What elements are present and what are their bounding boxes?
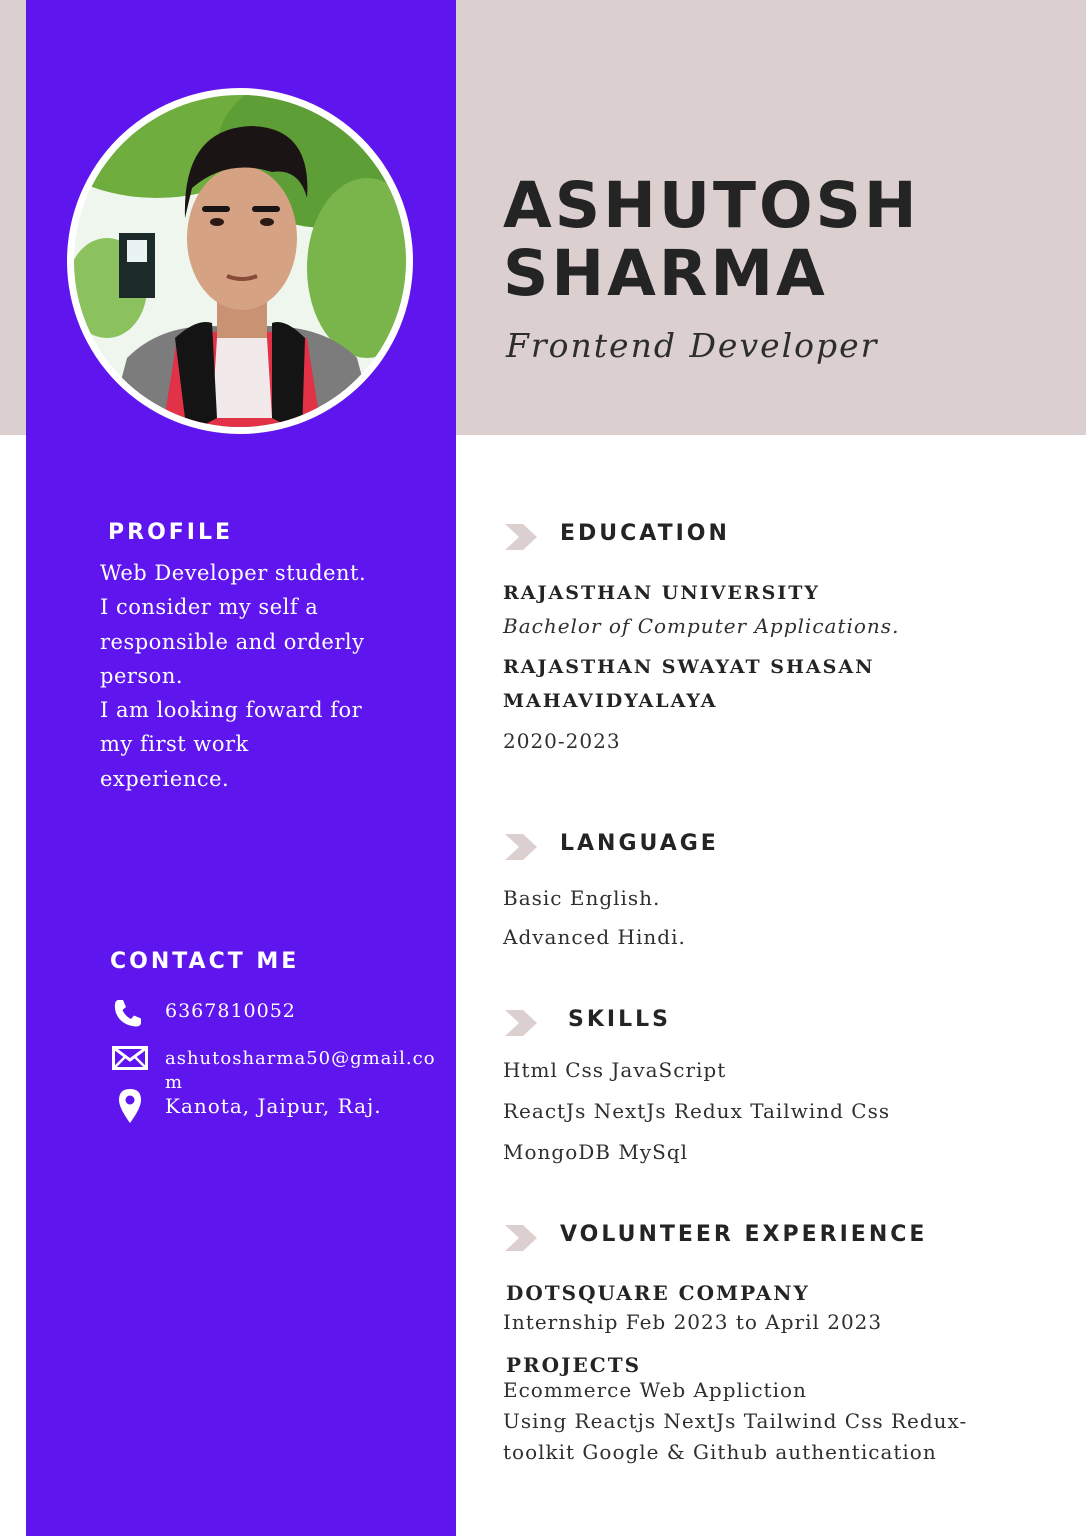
chevron-right-icon <box>503 1006 539 1044</box>
profile-line: I am looking foward for <box>100 698 363 723</box>
language-heading: LANGUAGE <box>560 831 719 856</box>
education-degree: Bachelor of Computer Applications. <box>503 614 900 638</box>
email-address-line2[interactable]: m <box>165 1072 184 1093</box>
profile-line: responsible and orderly <box>100 629 365 654</box>
chevron-right-icon <box>503 1221 539 1259</box>
email-address-line1[interactable]: ashutosharma50@gmail.co <box>165 1048 436 1069</box>
location-pin-icon <box>117 1088 143 1128</box>
phone-icon <box>112 998 144 1032</box>
skills-line: Html Css JavaScript <box>503 1058 727 1082</box>
volunteer-heading: VOLUNTEER EXPERIENCE <box>560 1222 928 1247</box>
education-years: 2020-2023 <box>503 729 621 753</box>
skills-line: MongoDB MySql <box>503 1140 689 1164</box>
language-item: Advanced Hindi. <box>503 925 686 949</box>
full-name <box>503 169 1063 310</box>
location-text: Kanota, Jaipur, Raj. <box>165 1094 382 1118</box>
education-school-2-line1: RAJASTHAN SWAYAT SHASAN <box>503 656 875 678</box>
profile-text <box>100 556 400 796</box>
first-name: ASHUTOSH <box>503 169 920 242</box>
volunteer-company: DOTSQUARE COMPANY <box>506 1281 810 1305</box>
profile-heading: PROFILE <box>108 520 234 545</box>
skills-line: ReactJs NextJs Redux Tailwind Css <box>503 1099 891 1123</box>
email-icon <box>112 1046 148 1074</box>
last-name: SHARMA <box>503 237 828 310</box>
chevron-right-icon <box>503 830 539 868</box>
profile-line: experience. <box>100 766 230 791</box>
profile-line: Web Developer student. <box>100 561 367 585</box>
profile-line: person. <box>100 663 184 688</box>
skills-heading: SKILLS <box>568 1007 671 1032</box>
project-line: Ecommerce Web Appliction <box>503 1378 807 1402</box>
contact-heading: CONTACT ME <box>110 949 300 974</box>
profile-line: I consider my self a <box>100 595 319 620</box>
project-line: Using Reactjs NextJs Tailwind Css Redux- <box>503 1409 968 1433</box>
projects-heading: PROJECTS <box>506 1353 642 1377</box>
education-school-2-line2: MAHAVIDYALAYA <box>503 690 718 712</box>
chevron-right-icon <box>503 520 539 558</box>
education-school-1: RAJASTHAN UNIVERSITY <box>503 582 820 604</box>
language-item: Basic English. <box>503 886 661 910</box>
job-title: Frontend Developer <box>506 326 879 365</box>
phone-number[interactable]: 6367810052 <box>165 1000 296 1022</box>
profile-photo <box>67 88 413 434</box>
volunteer-internship: Internship Feb 2023 to April 2023 <box>503 1310 883 1334</box>
project-line: toolkit Google & Github authentication <box>503 1440 937 1464</box>
profile-line: my first work <box>100 732 249 757</box>
education-heading: EDUCATION <box>560 521 730 546</box>
